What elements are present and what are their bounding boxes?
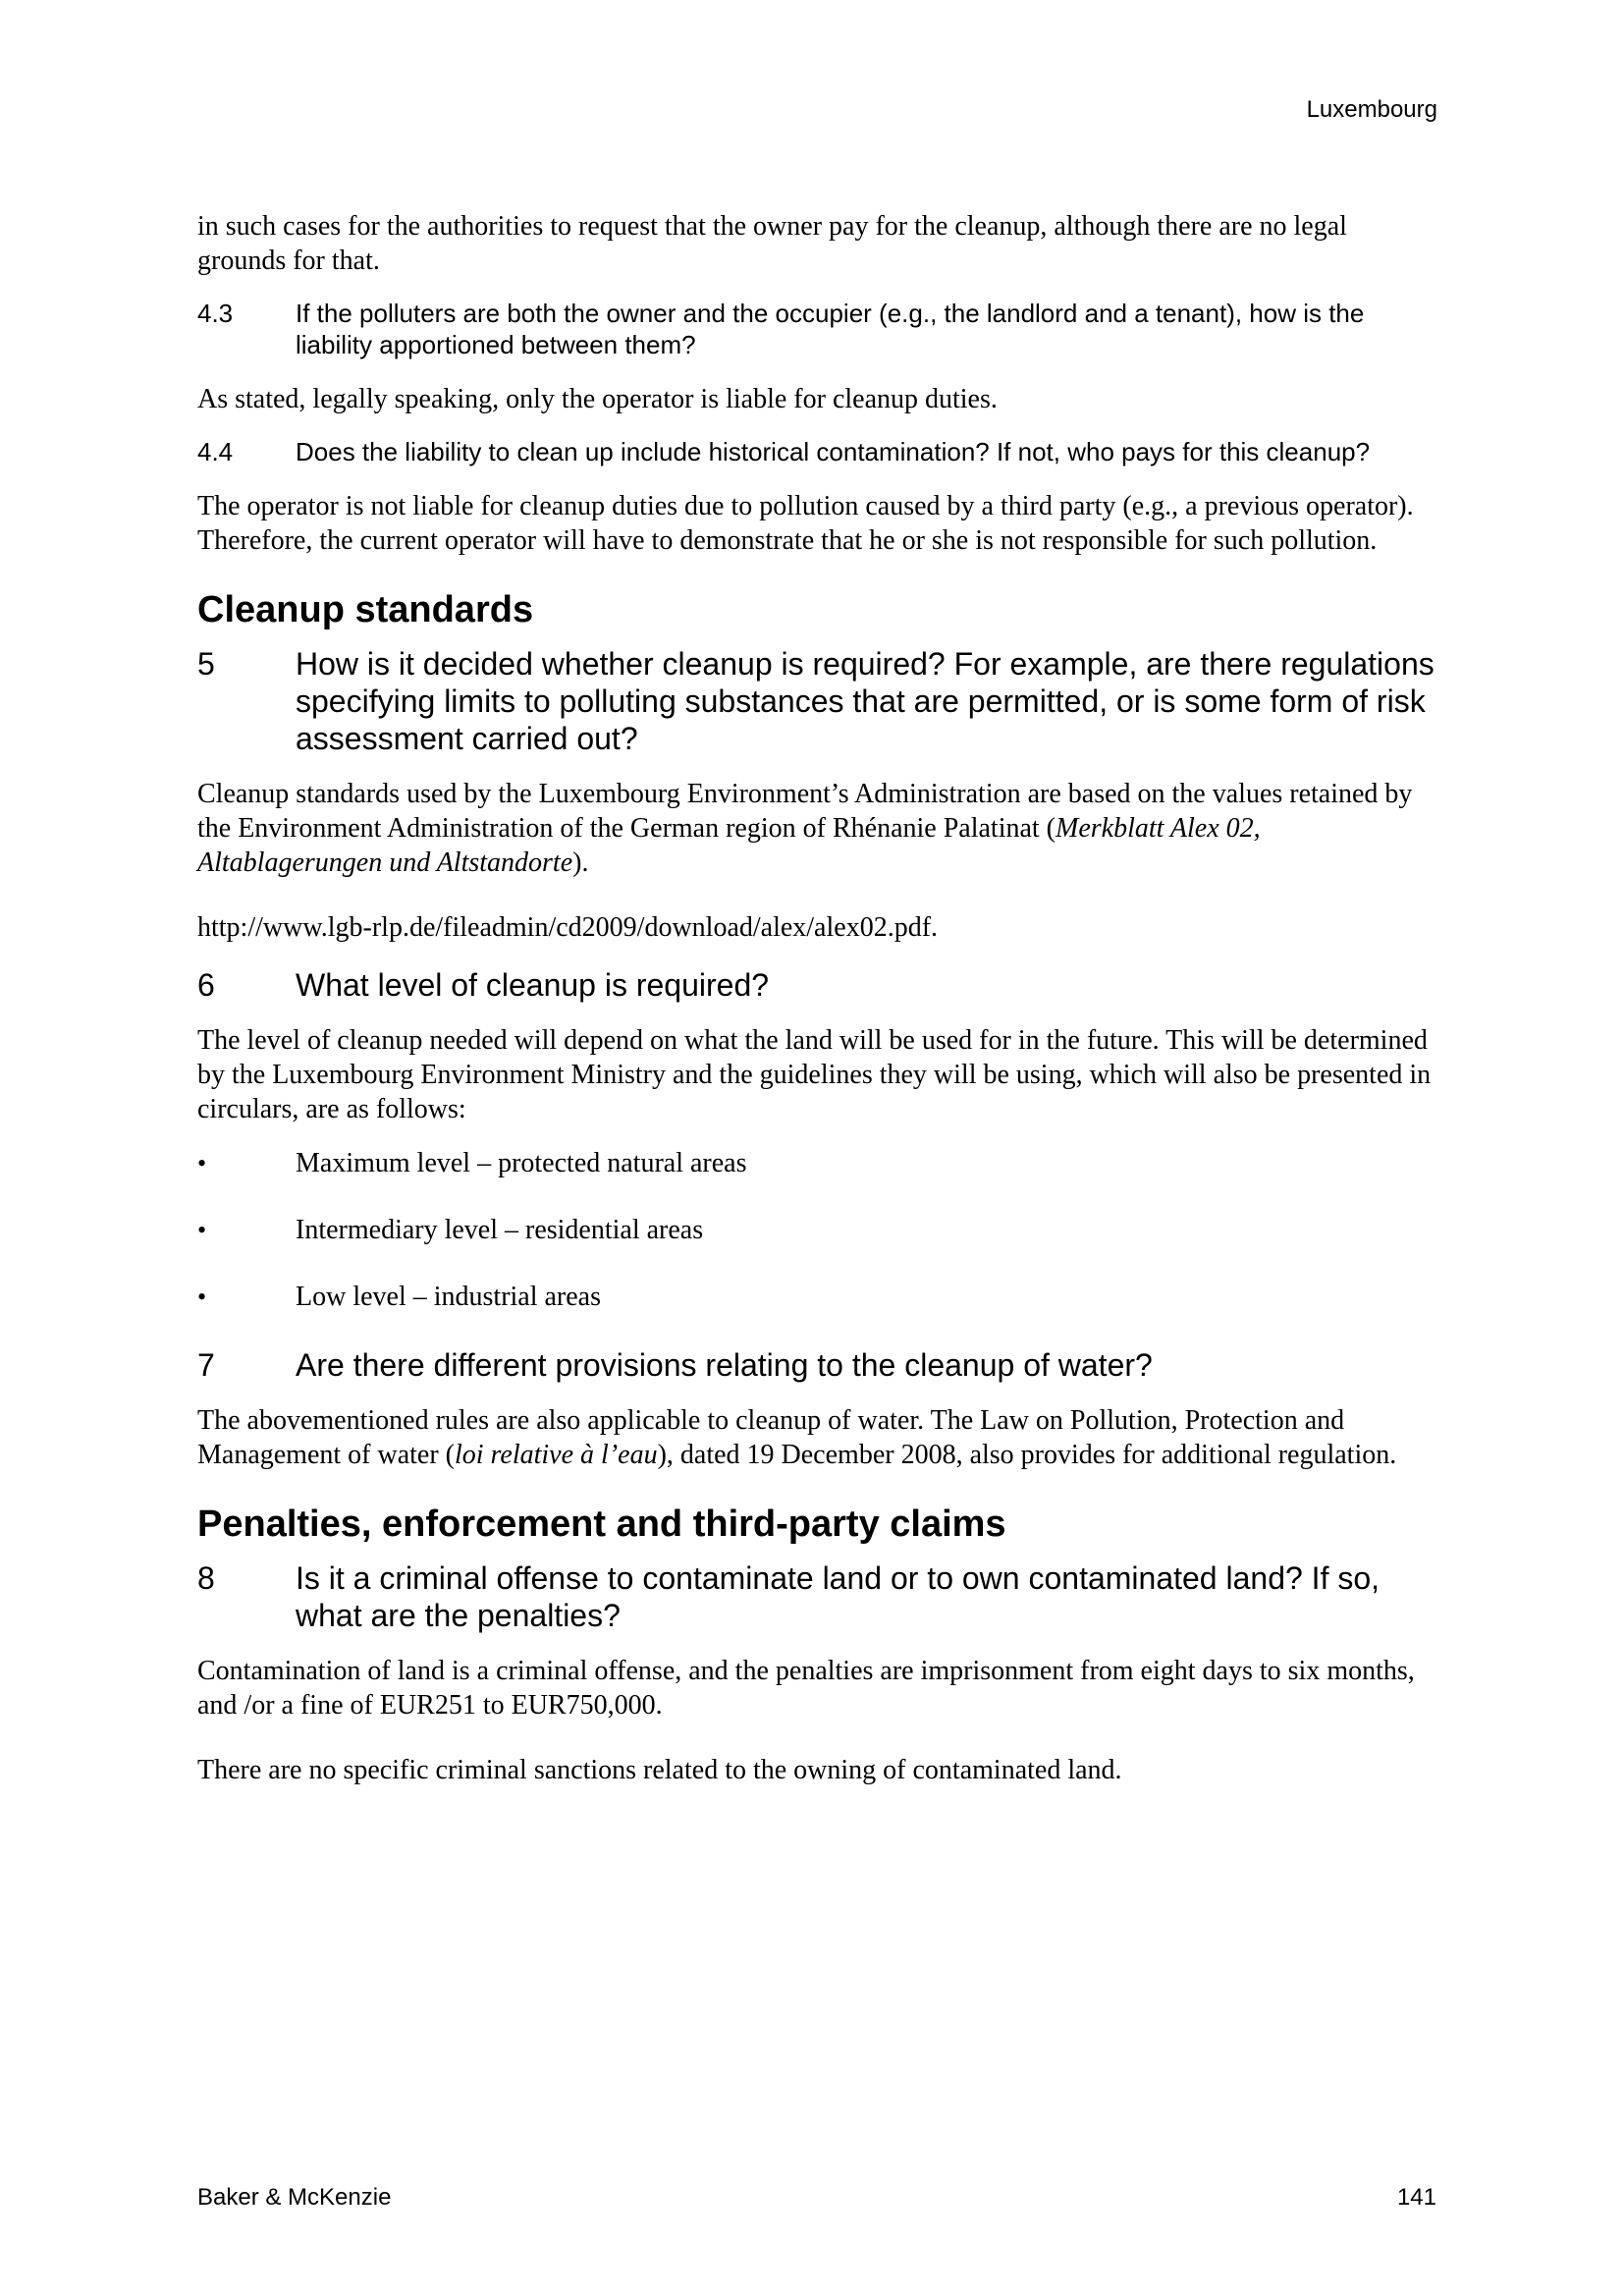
list-item-text: Low level – industrial areas: [296, 1282, 602, 1312]
question-number: 4.3: [197, 299, 234, 328]
list-item: [197, 1146, 1436, 1180]
question-6: [197, 966, 1436, 1004]
question-number: 4.4: [197, 437, 234, 466]
answer-7: [197, 1403, 1436, 1472]
cleanup-level-list: [197, 1146, 1436, 1314]
answer-6: The level of cleanup needed will depend on what the land will be used for in the future. This will be determined by the Luxembourg Environment Ministry and the guidelines they will be using, which will also be presented in circulars, are as follows:: [197, 1025, 1432, 1124]
answer-text: Cleanup standards used by the Luxembourg Environment’s Administration are based on the values retained by the Environment Administration of the German region of Rhénanie Palatinat (: [197, 779, 1413, 844]
bullet-icon: •: [197, 1283, 207, 1311]
answer-text: ), dated 19 December 2008, also provides for additional regulation.: [657, 1440, 1397, 1470]
question-text: Is it a criminal offense to contaminate land or to own contaminated land? If so, what are the penalties?: [296, 1560, 1380, 1633]
bullet-icon: •: [197, 1149, 207, 1177]
section-heading-cleanup-standards: Cleanup standards: [197, 589, 534, 630]
question-8: [197, 1559, 1436, 1634]
question-number: 7: [197, 1347, 215, 1383]
reference-url: http://www.lgb-rlp.de/fileadmin/cd2009/download/alex/alex02.pdf.: [197, 912, 939, 943]
answer-8-ownership: There are no specific criminal sanctions related to the owning of contaminated land.: [197, 1755, 1122, 1785]
answer-text: The abovementioned rules are also applicable to cleanup of water. The Law on Pollution, Protection and Management of water (: [197, 1405, 1345, 1470]
question-text: Does the liability to clean up include historical contamination? If not, who pays for this cleanup?: [296, 437, 1371, 466]
page-number: 141: [1396, 2184, 1436, 2211]
answer-8-penalties: Contamination of land is a criminal offense, and the penalties are imprisonment from eight days to six months, and /or a fine of EUR251 to EUR750,000.: [197, 1656, 1415, 1721]
publisher-name: Baker & McKenzie: [197, 2184, 392, 2211]
question-7: [197, 1346, 1436, 1384]
question-5: [197, 645, 1436, 757]
question-number: 6: [197, 967, 215, 1003]
answer-4-3: As stated, legally speaking, only the operator is liable for cleanup duties.: [197, 384, 998, 414]
question-text: What level of cleanup is required?: [296, 967, 770, 1003]
answer-4-4: The operator is not liable for cleanup duties due to pollution caused by a third party (e.g., a previous operator). Therefore, the current operator will have to demonstrate that he or she is not responsible for such pollution.: [197, 491, 1414, 556]
list-item: [197, 1213, 1436, 1247]
question-number: 8: [197, 1560, 215, 1596]
list-item-text: Intermediary level – residential areas: [296, 1215, 704, 1245]
page-footer: [197, 2184, 1436, 2212]
question-number: 5: [197, 646, 215, 682]
cited-document-title: Merkblatt Alex 02, Altablagerungen und Altstandorte: [197, 813, 1261, 878]
list-item: [197, 1280, 1436, 1314]
running-header: Luxembourg: [1306, 96, 1437, 123]
answer-5: [197, 777, 1436, 880]
question-text: If the polluters are both the owner and the occupier (e.g., the landlord and a tenant), how is the liability apportioned between them?: [296, 299, 1365, 359]
question-text: How is it decided whether cleanup is required? For example, are there regulations specifying limits to polluting substances that are permitted, or is some form of risk assessment carried out?: [296, 646, 1435, 756]
question-text: Are there different provisions relating to the cleanup of water?: [296, 1347, 1153, 1383]
question-4-3: [197, 298, 1436, 360]
intro-paragraph: in such cases for the authorities to request that the owner pay for the cleanup, although there are no legal grounds for that.: [197, 211, 1347, 276]
list-item-text: Maximum level – protected natural areas: [296, 1148, 747, 1178]
answer-text: ).: [572, 847, 589, 878]
bullet-icon: •: [197, 1216, 207, 1244]
page-body: [197, 209, 1436, 1818]
section-heading-penalties: Penalties, enforcement and third-party claims: [197, 1503, 1006, 1545]
cited-law-title: loi relative à l’eau: [455, 1440, 658, 1470]
question-4-4: [197, 436, 1436, 467]
